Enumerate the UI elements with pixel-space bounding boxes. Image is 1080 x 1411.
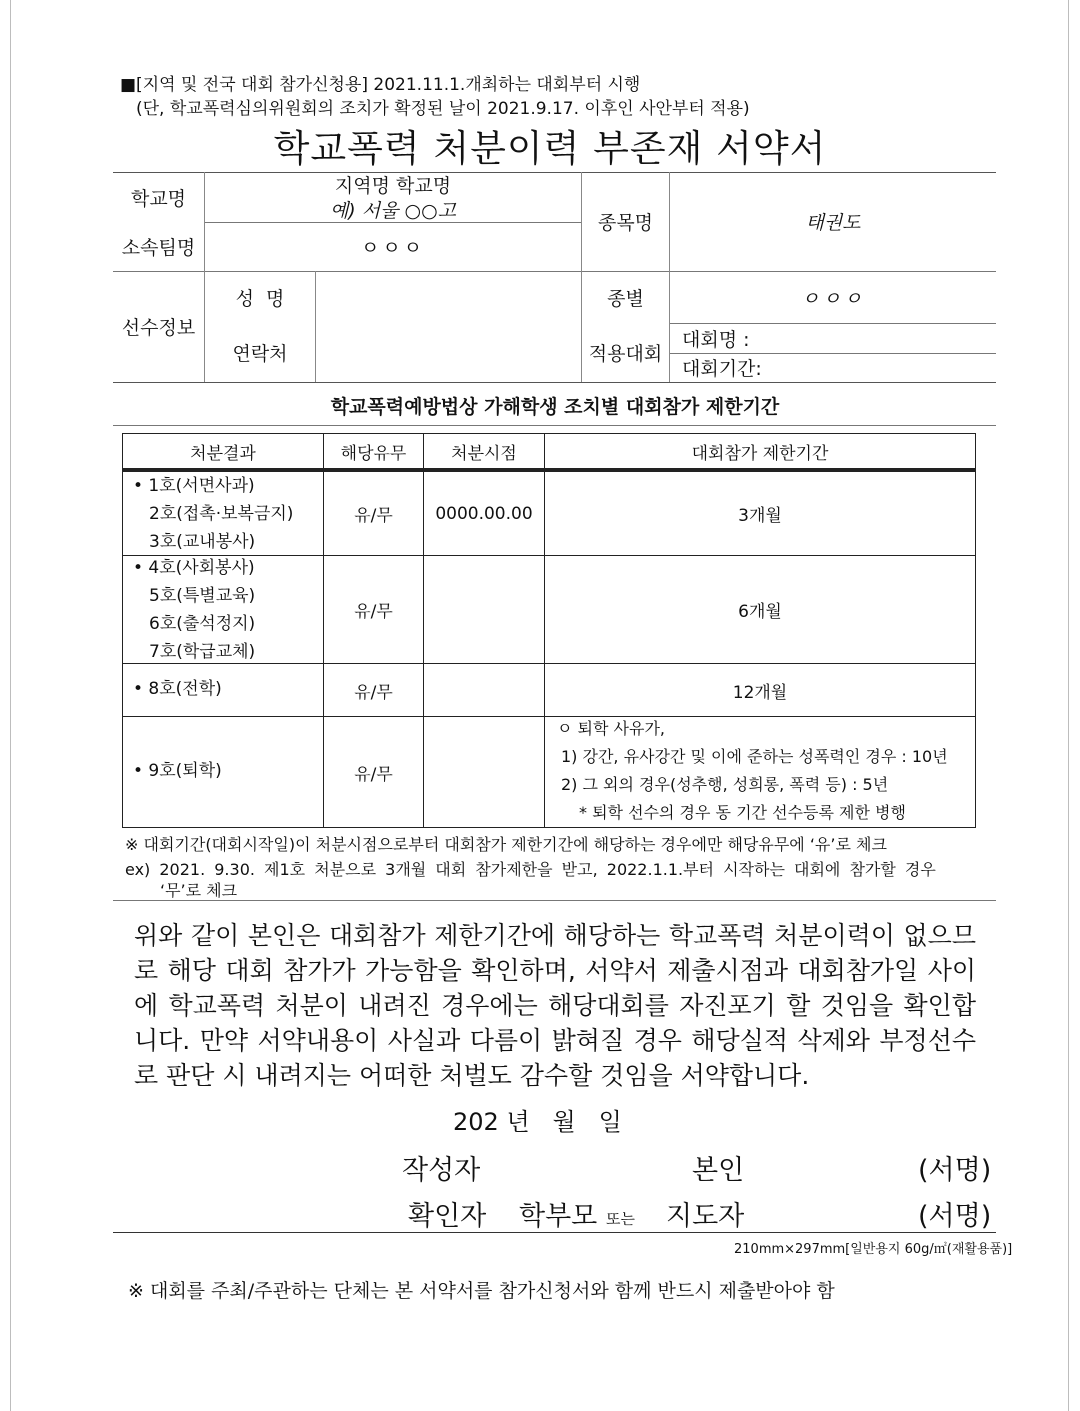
info-bottom-border: [113, 382, 996, 383]
coach-label: 지도자: [666, 1201, 745, 1232]
restriction-table-heading: 학교폭력예방법상 가해학생 조치별 대회참가 제한기간: [330, 396, 780, 418]
applicable-checkbox[interactable]: 유/무: [354, 764, 393, 785]
school-label: 학교명: [130, 187, 187, 210]
disposition-date[interactable]: [424, 664, 544, 716]
applicable-checkbox[interactable]: 유/무: [354, 602, 393, 622]
header-date: 처분시점: [451, 443, 517, 464]
event-value[interactable]: 태권도: [805, 212, 861, 234]
header-period: 대회참가 제한기간: [691, 443, 829, 464]
result-item: • 1호(서면사과): [133, 476, 255, 496]
signature-divider: [113, 1232, 996, 1233]
expulsion-line: 1) 강간, 유사강간 및 이에 준하는 성폭력인 경우 : 10년: [561, 747, 948, 766]
restriction-period: 6개월: [738, 602, 782, 622]
result-item: 6호(출석정지): [149, 614, 256, 634]
confirmer-label: 확인자: [408, 1201, 487, 1232]
category-label: 종별: [607, 287, 644, 310]
pledge-statement: 위와 같이 본인은 대회참가 제한기간에 해당하는 학교폭력 처분이력이 없으므로 해당 대회 참가가 가능함을 확인하며, 서약서 제출시점과 대회참가일 사이에 학교폭력 처분이 내려진 경우에는 해당대회를 자진포기 할 것임을 확인합니다. 만약 서약내용이 사실과 다름이 밝혀질 경우 해당실적 삭제와 부정선수로 판단 시 내려지는 어떠한 처벌도 감수할 것임을 서약합니다.: [134, 921, 976, 1090]
submission-note: ※ 대회를 주최/주관하는 단체는 본 서약서를 참가신청서와 함께 반드시 제출받아야 함: [128, 1280, 835, 1302]
disposition-date[interactable]: 0000.00.00: [435, 503, 533, 524]
confirmer-signature[interactable]: (서명): [918, 1201, 992, 1232]
header-result: 처분결과: [190, 443, 256, 464]
result-item: • 8호(전학): [133, 679, 222, 699]
date-line[interactable]: 202 년 월 일: [453, 1108, 622, 1136]
competition-name-label[interactable]: 대회명 :: [682, 328, 750, 351]
subheading-divider: [113, 425, 996, 426]
table-row-results: [133, 757, 222, 785]
result-item: • 9호(퇴학): [133, 761, 222, 781]
table-row-results: [133, 472, 293, 556]
result-item: • 4호(사회봉사): [133, 558, 255, 578]
page-edge-right: [1068, 0, 1069, 1411]
expulsion-restriction-details: [555, 715, 948, 827]
contact-label: 연락처: [232, 343, 288, 365]
footnote-example: ex) 2021. 9.30. 제1호 처분으로 3개월 대회 참가제한을 받고, 2022.1.1.부터 시작하는 대회에 참가할 경우: [125, 860, 936, 879]
table-row-results: [133, 554, 255, 666]
category-value[interactable]: ㅇㅇㅇ: [800, 287, 866, 310]
event-label: 종목명: [597, 212, 654, 234]
player-info-label: 선수정보: [121, 317, 196, 339]
restriction-table: [122, 433, 976, 828]
school-value-line1: 지역명 학교명: [334, 174, 452, 197]
applied-competition-label: 적용대회: [588, 343, 663, 365]
notice-line-2: (단, 학교폭력심의위원회의 조치가 확정된 날이 2021.9.17. 이후인 사안부터 적용): [136, 99, 750, 119]
footnote-example-cont: ‘무’로 체크: [160, 881, 238, 900]
disposition-date[interactable]: [424, 717, 544, 827]
restriction-period: 12개월: [732, 682, 788, 703]
parent-label: 학부모: [519, 1201, 598, 1232]
name-field[interactable]: [316, 271, 581, 323]
writer-label: 작성자: [402, 1155, 481, 1186]
result-item: 7호(학급교체): [149, 642, 256, 662]
writer-signature[interactable]: (서명): [918, 1155, 992, 1186]
header-applicable: 해당유무: [340, 443, 407, 464]
or-label: 또는: [606, 1210, 635, 1228]
restriction-period: 3개월: [738, 506, 782, 526]
name-label: 성 명: [235, 287, 285, 310]
document-title: 학교폭력 처분이력 부존재 서약서: [273, 127, 827, 170]
applicable-checkbox[interactable]: 유/무: [354, 682, 393, 703]
expulsion-line: 2) 그 외의 경우(성추행, 성희롱, 폭력 등) : 5년: [561, 775, 889, 794]
disposition-date[interactable]: [424, 556, 544, 663]
result-item: 5호(특별교육): [149, 586, 256, 606]
result-item: 3호(교내봉사): [149, 532, 256, 552]
page-edge-left: [10, 0, 11, 1411]
expulsion-line: ㅇ 퇴학 사유가,: [557, 719, 665, 738]
notice-line-1: ■[지역 및 전국 대회 참가신청용] 2021.11.1.개최하는 대회부터 시행: [120, 75, 641, 95]
footnote-divider: [113, 900, 996, 901]
table-row-results: [133, 675, 222, 703]
school-value-line2: 예) 서울 ○○고: [329, 199, 457, 222]
applicable-checkbox[interactable]: 유/무: [354, 506, 393, 526]
writer-role: 본인: [692, 1155, 745, 1186]
footnote-check-rule: ※ 대회기간(대회시작일)이 처분시점으로부터 대회참가 제한기간에 해당하는 경우에만 해당유무에 ‘유’로 체크: [125, 835, 887, 854]
paper-spec: 210mm×297mm[일반용지 60g/㎡(재활용품)]: [734, 1242, 1013, 1257]
competition-period-label[interactable]: 대회기간:: [682, 358, 762, 380]
result-item: 2호(접촉·보복금지): [149, 504, 294, 524]
team-label: 소속팀명: [121, 237, 196, 259]
team-value[interactable]: ㅇㅇㅇ: [360, 237, 426, 259]
contact-field[interactable]: [316, 323, 581, 382]
expulsion-line: * 퇴학 선수의 경우 동 기간 선수등록 제한 병행: [579, 803, 906, 822]
